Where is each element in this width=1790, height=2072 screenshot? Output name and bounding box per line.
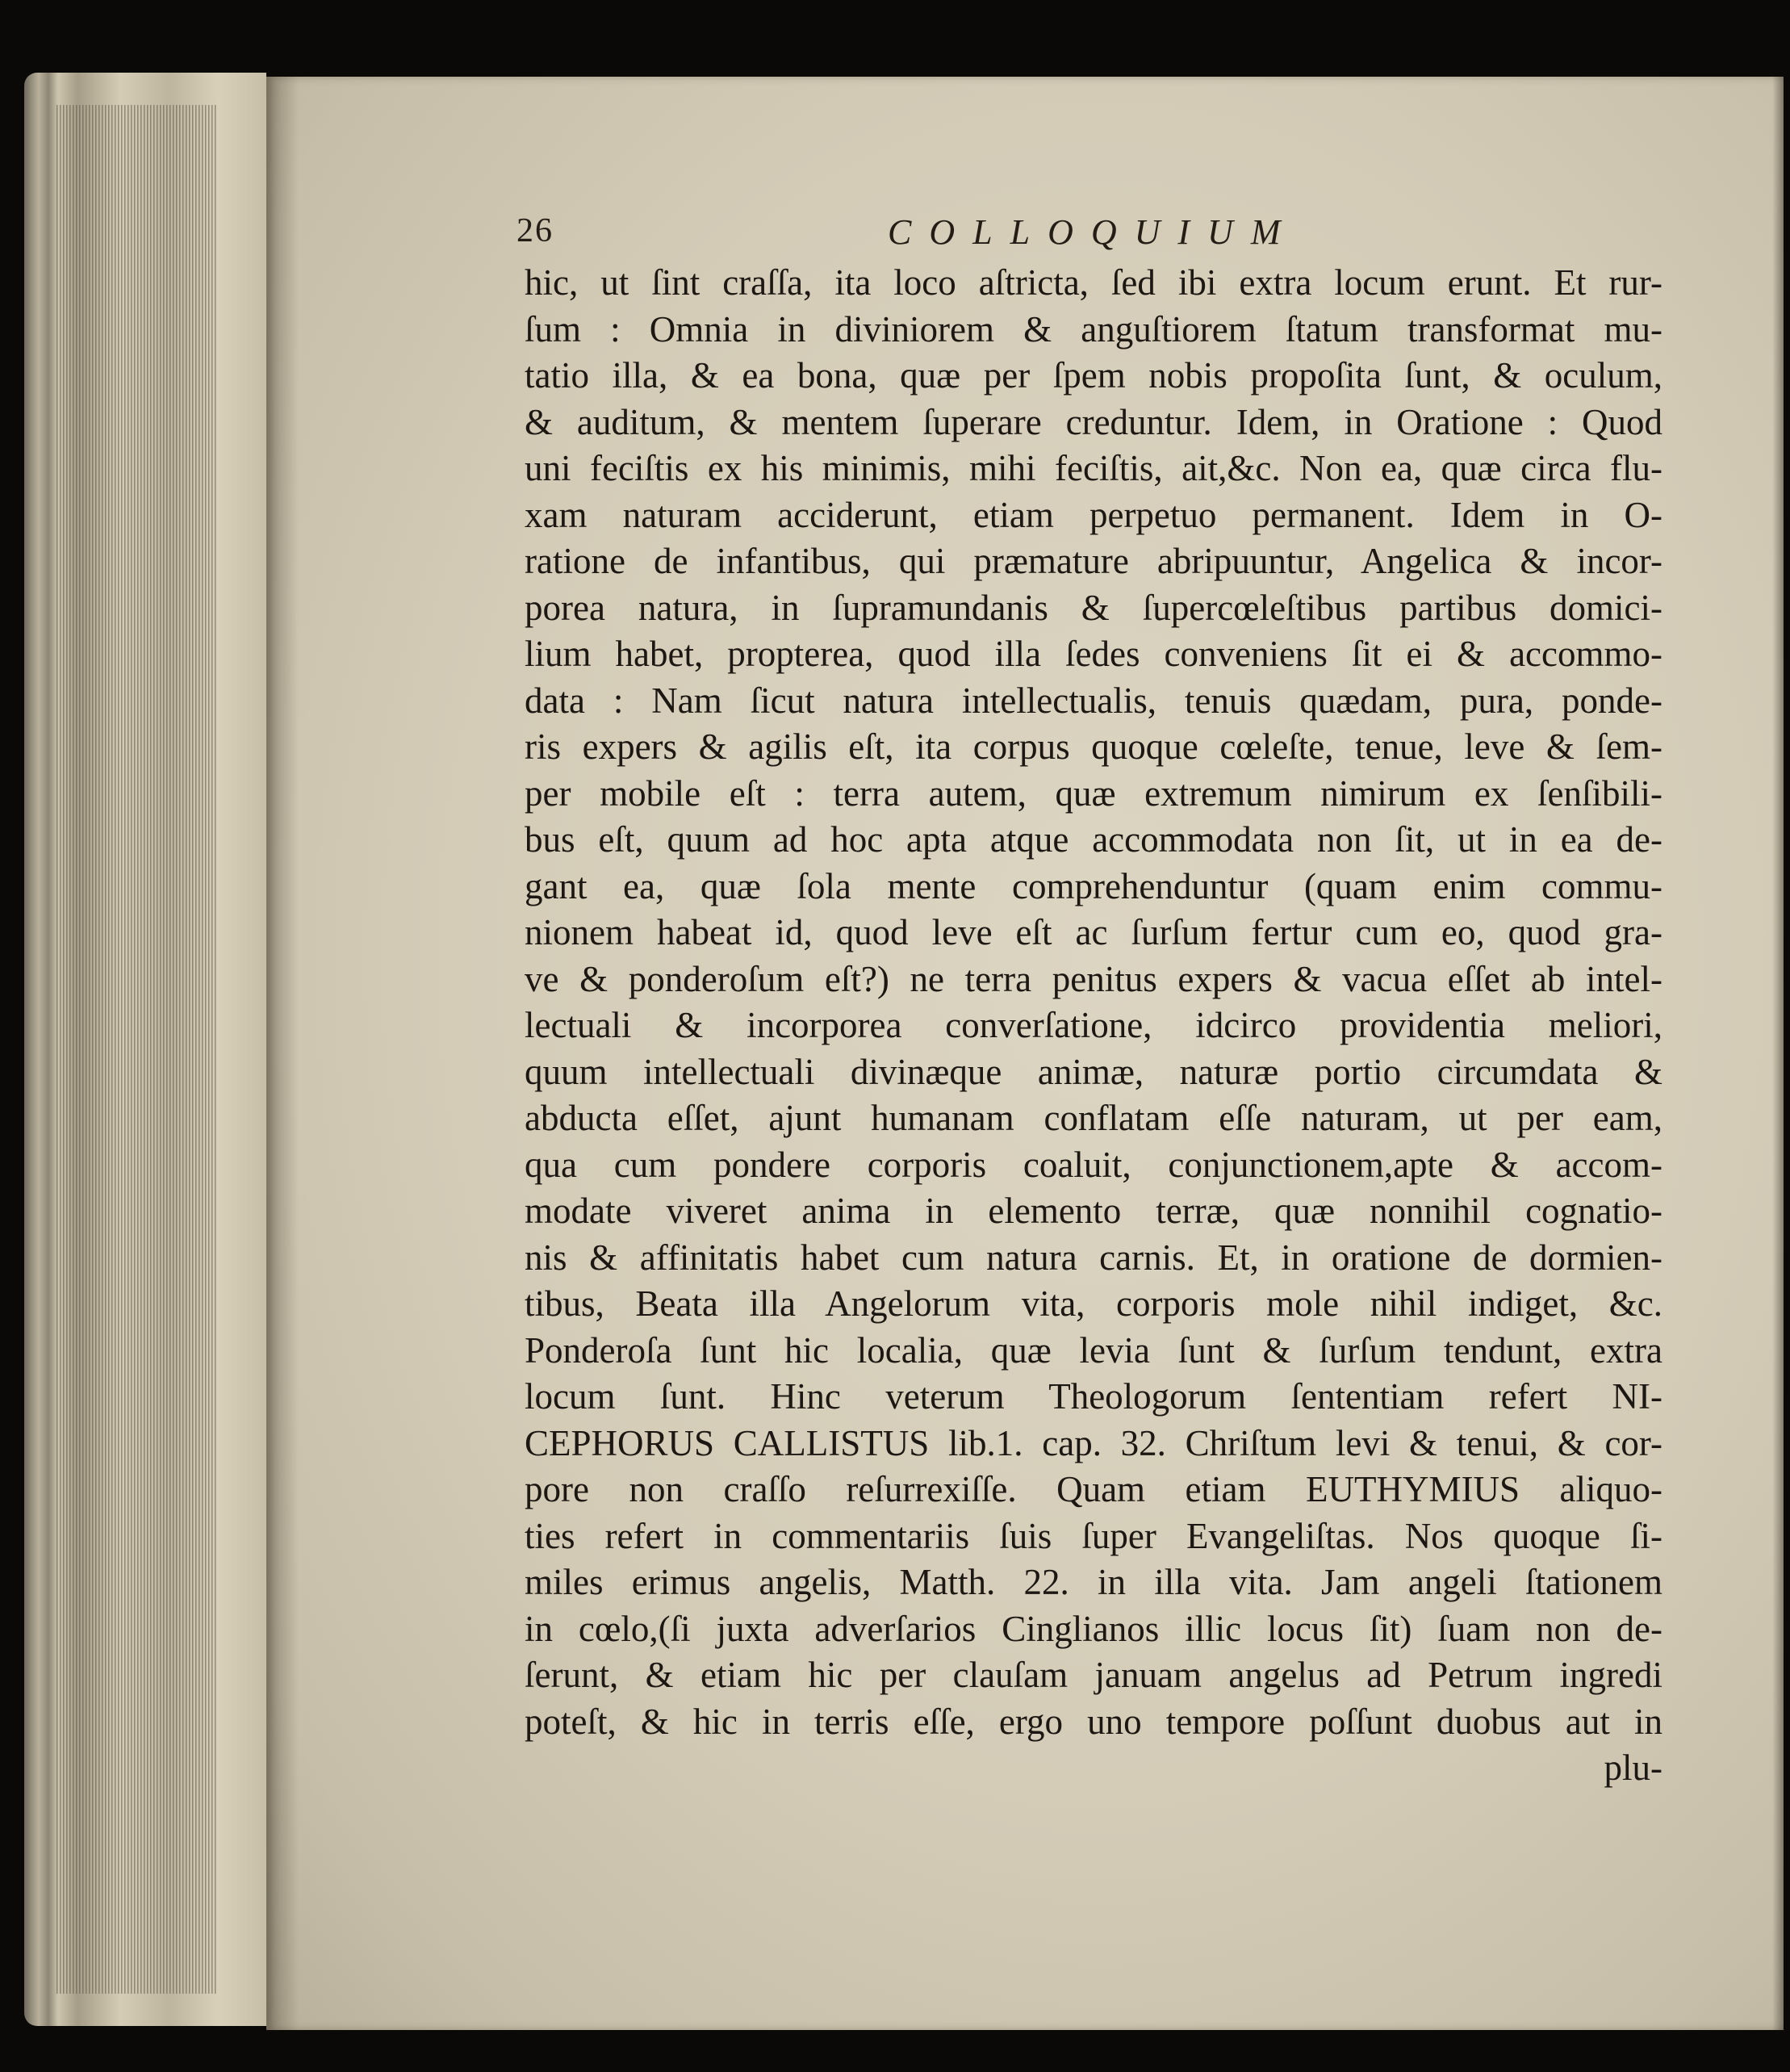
- text-line: data : Nam ſicut natura intellectualis, tenuis quædam, pura, ponde-: [525, 680, 1662, 721]
- page-edge-stripes: [56, 105, 218, 1994]
- text-line: xam naturam acciderunt, etiam perpetuo permanent. Idem in O-: [525, 494, 1662, 535]
- text-line: ris expers & agilis eſt, ita corpus quoque cœleſte, tenue, leve & ſem-: [525, 726, 1662, 767]
- catchword: plu-: [1604, 1748, 1662, 1788]
- text-line: locum ſunt. Hinc veterum Theologorum ſententiam refert NI-: [525, 1376, 1662, 1417]
- text-line: & auditum, & mentem ſuperare creduntur. Idem, in Oratione : Quod: [525, 401, 1662, 442]
- text-line: per mobile eſt : terra autem, quæ extremum nimirum ex ſenſibili-: [525, 772, 1662, 814]
- text-line: tatio illa, & ea bona, quæ per ſpem nobis propoſita ſunt, & oculum,: [525, 355, 1662, 396]
- text-line: hic, ut ſint craſſa, ita loco aſtricta, ſed ibi extra locum erunt. Et rur-: [525, 262, 1662, 303]
- text-line: ve & ponderoſum eſt?) ne terra penitus expers & vacua eſſet ab intel-: [525, 958, 1662, 999]
- text-line: qua cum pondere corporis coaluit, conjunctionem,apte & accom-: [525, 1144, 1662, 1185]
- text-line: bus eſt, quum ad hoc apta atque accommodata non ſit, ut in ea de-: [525, 819, 1662, 860]
- text-line: nionem habeat id, quod leve eſt ac ſurſum fertur cum eo, quod gra-: [525, 912, 1662, 952]
- running-head: [517, 211, 1662, 260]
- text-line: modate viveret anima in elemento terræ, quæ nonnihil cognatio-: [525, 1191, 1662, 1231]
- text-line: quum intellectuali divinæque animæ, naturæ portio circumdata &: [525, 1051, 1662, 1092]
- text-line: tibus, Beata illa Angelorum vita, corporis mole nihil indiget, &c.: [525, 1283, 1662, 1324]
- text-line: Ponderoſa ſunt hic localia, quæ levia ſunt & ſurſum tendunt, extra: [525, 1329, 1662, 1371]
- text-line: gant ea, quæ ſola mente comprehenduntur (quam enim commu-: [525, 865, 1662, 906]
- text-line: ſerunt, & etiam hic per clauſam januam angelus ad Petrum ingredi: [525, 1655, 1662, 1695]
- text-line: pore non craſſo reſurrexiſſe. Quam etiam EUTHYMIUS aliquo-: [525, 1469, 1662, 1509]
- text-line: lectuali & incorporea converſatione, idcirco providentia meliori,: [525, 1005, 1662, 1045]
- body-text: [525, 260, 1662, 1792]
- text-line: miles erimus angelis, Matth. 22. in illa vita. Jam angeli ſtationem: [525, 1562, 1662, 1602]
- text-line: uni feciſtis ex his minimis, mihi feciſtis, ait,&c. Non ea, quæ circa flu-: [525, 448, 1662, 488]
- text-line: ties refert in commentariis ſuis ſuper Evangeliſtas. Nos quoque ſi-: [525, 1515, 1662, 1556]
- text-line: porea natura, in ſupramundanis & ſupercœleſtibus partibus domici-: [525, 587, 1662, 628]
- gutter-shadow: [266, 77, 299, 2030]
- text-line: poteſt, & hic in terris eſſe, ergo uno tempore poſſunt duobus aut in: [525, 1701, 1662, 1742]
- book-page-edges: [24, 73, 266, 2026]
- text-line: abducta eſſet, ajunt humanam conflatam eſſe naturam, ut per eam,: [525, 1098, 1662, 1138]
- text-line: lium habet, propterea, quod illa ſedes conveniens ſit ei & accommo-: [525, 634, 1662, 674]
- text-line: ratione de infantibus, qui præmature abripuuntur, Angelica & incor-: [525, 541, 1662, 581]
- running-title: COLLOQUIUM: [888, 212, 1299, 252]
- page-right-edge: [1772, 77, 1784, 2030]
- text-line: in cœlo,(ſi juxta adverſarios Cinglianos illic locus ſit) ſuam non de-: [525, 1608, 1662, 1649]
- page-number: 26: [517, 212, 554, 249]
- text-line: CEPHORUS CALLISTUS lib.1. cap. 32. Chriſtum levi & tenui, & cor-: [525, 1422, 1662, 1463]
- text-line: ſum : Omnia in diviniorem & anguſtiorem ſtatum transformat mu-: [525, 308, 1662, 350]
- text-line: nis & affinitatis habet cum natura carnis. Et, in oratione de dormien-: [525, 1237, 1662, 1278]
